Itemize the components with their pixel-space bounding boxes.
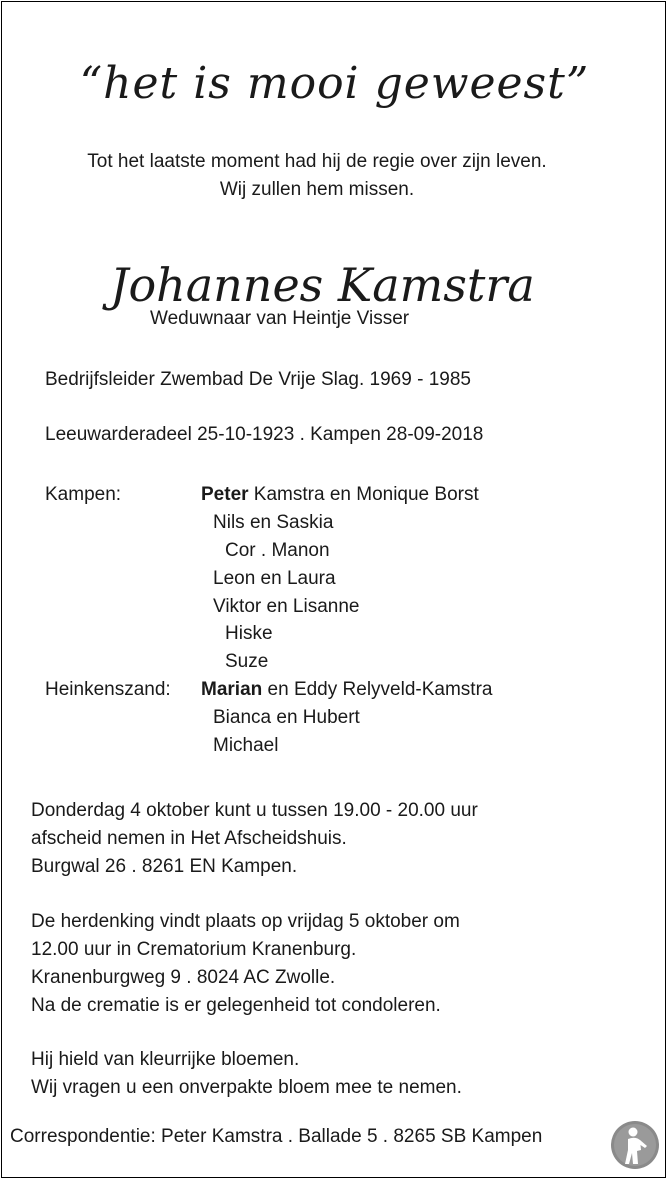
deceased-subtitle: Weduwnaar van Heintje Visser [150, 308, 410, 329]
viewing-line: afscheid nemen in Het Afscheidshuis. [31, 828, 347, 849]
family-member: Hiske [225, 623, 273, 644]
family-member: Cor . Manon [225, 540, 330, 561]
intro-line-1: Tot het laatste moment had hij de regie over zijn leven. [87, 151, 547, 172]
family-member: Viktor en Lisanne [213, 596, 360, 617]
family-head-2 [201, 679, 492, 701]
life-dates-line: Leeuwarderadeel 25-10-1923 . Kampen 28-09-2018 [45, 424, 484, 445]
flowers-line: Wij vragen u een onverpakte bloem mee te nemen. [31, 1077, 462, 1098]
family-head-2-rest: en Eddy Relyveld-Kamstra [262, 679, 493, 700]
family-member: Bianca en Hubert [213, 707, 360, 728]
viewing-line: Donderdag 4 oktober kunt u tussen 19.00 - 20.00 uur [31, 800, 478, 821]
motto-quote: “het is mooi geweest” [79, 58, 590, 109]
flowers-line: Hij hield van kleurrijke bloemen. [31, 1049, 300, 1070]
flowers-block [31, 1046, 462, 1102]
viewing-line: Burgwal 26 . 8261 EN Kampen. [31, 856, 298, 877]
intro-line-2: Wij zullen hem missen. [219, 179, 415, 200]
memorial-line: Na de crematie is er gelegenheid tot condoleren. [31, 995, 441, 1016]
memorial-line: Kranenburgweg 9 . 8024 AC Zwolle. [31, 967, 336, 988]
deceased-name: Johannes Kamstra [110, 258, 535, 312]
memorial-line: 12.00 uur in Crematorium Kranenburg. [31, 939, 357, 960]
family-head-2-bold: Marian [201, 679, 263, 700]
family-place-kampen: Kampen: [45, 484, 122, 505]
memorial-line: De herdenking vindt plaats op vrijdag 5 oktober om [31, 911, 460, 932]
family-head-1-rest: Kamstra en Monique Borst [248, 484, 479, 505]
family-member: Leon en Laura [213, 568, 336, 589]
memorial-block [31, 908, 460, 1020]
family-head-1 [201, 484, 479, 506]
occupation-line: Bedrijfsleider Zwembad De Vrije Slag. 1969 - 1985 [45, 369, 471, 390]
family-head-1-bold: Peter [201, 484, 249, 505]
family-member: Suze [225, 651, 269, 672]
family-member: Nils en Saskia [213, 512, 334, 533]
viewing-block [31, 797, 478, 881]
family-member: Michael [213, 735, 279, 756]
correspondence-line: Correspondentie: Peter Kamstra . Ballade 5 . 8265 SB Kampen [10, 1126, 543, 1147]
family-place-heinkenszand: Heinkenszand: [45, 679, 171, 700]
memorial-figure-icon [610, 1120, 660, 1170]
